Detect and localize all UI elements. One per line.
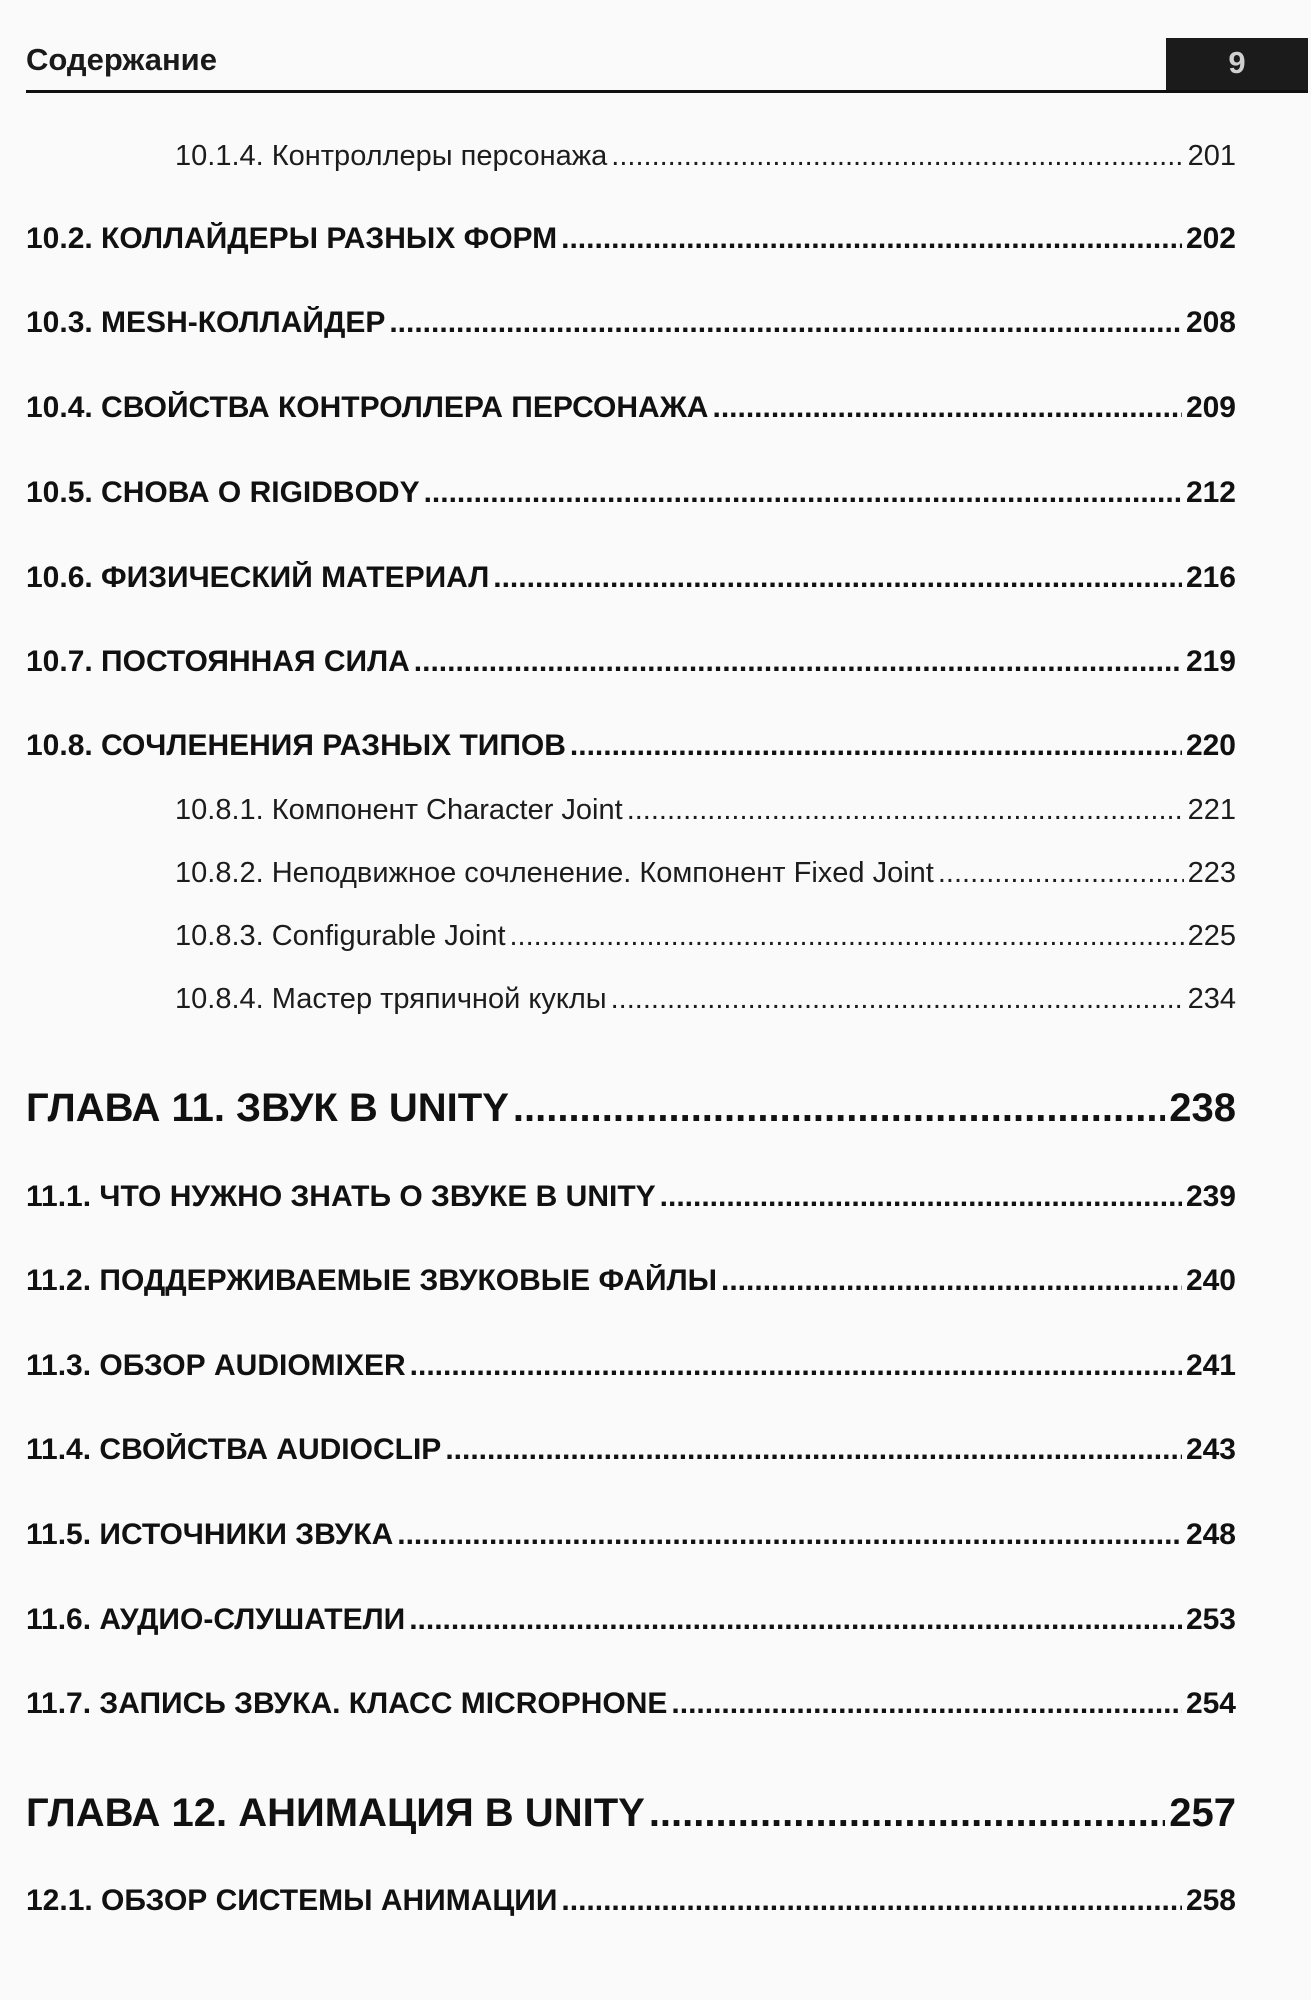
- toc-entry-title: 11.5. ИСТОЧНИКИ ЗВУКА: [26, 1518, 394, 1551]
- dot-leader: [712, 391, 1181, 425]
- toc-entry-page: 219: [1185, 645, 1236, 678]
- dot-leader: [409, 1603, 1182, 1637]
- toc-entry-page: 202: [1185, 222, 1236, 255]
- page-number: 9: [1228, 45, 1246, 80]
- dot-leader: [424, 476, 1182, 510]
- toc-entry-title: ГЛАВА 12. АНИМАЦИЯ В UNITY: [26, 1791, 645, 1835]
- toc-entry-page: 239: [1185, 1180, 1236, 1213]
- toc-entry-page: 223: [1187, 857, 1236, 889]
- toc-entry-title: 11.1. ЧТО НУЖНО ЗНАТЬ О ЗВУКЕ В UNITY: [26, 1180, 656, 1213]
- toc-entry-11-1[interactable]: [26, 1180, 1236, 1214]
- toc-entry-10-7[interactable]: [26, 645, 1236, 679]
- toc-entry-10-1-4[interactable]: [175, 140, 1236, 173]
- dot-leader: [649, 1791, 1165, 1836]
- header-title: Содержание: [26, 42, 217, 77]
- toc-entry-title: 10.8.1. Компонент Character Joint: [175, 794, 623, 826]
- toc-entry-10-6[interactable]: [26, 561, 1236, 595]
- dot-leader: [510, 920, 1184, 953]
- dot-leader: [493, 561, 1182, 595]
- toc-entry-11-4[interactable]: [26, 1433, 1236, 1467]
- toc-entry-page: 220: [1185, 729, 1236, 762]
- toc-entry-title: 11.2. ПОДДЕРЖИВАЕМЫЕ ЗВУКОВЫЕ ФАЙЛЫ: [26, 1264, 718, 1297]
- toc-entry-title: 10.7. ПОСТОЯННАЯ СИЛА: [26, 645, 410, 678]
- toc-entry-10-3[interactable]: [26, 306, 1236, 340]
- toc-entry-page: 234: [1187, 983, 1236, 1015]
- toc-entry-11-3[interactable]: [26, 1349, 1236, 1383]
- toc-entry-11-2[interactable]: [26, 1264, 1236, 1298]
- toc-entry-title: 10.8.3. Configurable Joint: [175, 920, 506, 952]
- toc-entry-page: 258: [1185, 1884, 1236, 1917]
- page-number-box: [1166, 38, 1308, 92]
- header-rule: [26, 90, 1308, 93]
- dot-leader: [938, 857, 1184, 890]
- toc-chapter-11[interactable]: [26, 1086, 1236, 1131]
- dot-leader: [627, 794, 1184, 827]
- running-header: [26, 38, 1308, 94]
- dot-leader: [660, 1180, 1182, 1214]
- dot-leader: [389, 306, 1182, 340]
- dot-leader: [513, 1086, 1165, 1131]
- toc-entry-page: 240: [1185, 1264, 1236, 1297]
- dot-leader: [671, 1687, 1182, 1721]
- toc-entry-title: 10.2. КОЛЛАЙДЕРЫ РАЗНЫХ ФОРМ: [26, 222, 558, 255]
- toc-entry-page: 238: [1169, 1086, 1236, 1130]
- toc-entry-page: 201: [1187, 140, 1236, 172]
- toc-entry-11-7[interactable]: [26, 1687, 1236, 1721]
- toc-entry-10-8-1[interactable]: [175, 794, 1236, 827]
- dot-leader: [397, 1518, 1182, 1552]
- dot-leader: [570, 729, 1182, 763]
- toc-entry-page: 208: [1185, 306, 1236, 339]
- toc-entry-page: 225: [1187, 920, 1236, 952]
- toc-entry-10-8-2[interactable]: [175, 857, 1236, 890]
- toc-entry-10-5[interactable]: [26, 476, 1236, 510]
- toc-entry-11-6[interactable]: [26, 1603, 1236, 1637]
- dot-leader: [414, 645, 1182, 679]
- toc-entry-title: ГЛАВА 11. ЗВУК В UNITY: [26, 1086, 509, 1130]
- toc-entry-page: 243: [1185, 1433, 1236, 1466]
- toc-entry-title: 10.6. ФИЗИЧЕСКИЙ МАТЕРИАЛ: [26, 561, 490, 594]
- toc-entry-title: 10.8.2. Неподвижное сочленение. Компонент Fixed Joint: [175, 857, 934, 889]
- toc-entry-11-5[interactable]: [26, 1518, 1236, 1552]
- dot-leader: [445, 1433, 1182, 1467]
- toc-entry-10-8-3[interactable]: [175, 920, 1236, 953]
- dot-leader: [721, 1264, 1182, 1298]
- toc-entry-page: 212: [1185, 476, 1236, 509]
- toc-entry-10-8[interactable]: [26, 729, 1236, 763]
- toc-entry-12-1[interactable]: [26, 1884, 1236, 1918]
- toc-entry-title: 11.7. ЗАПИСЬ ЗВУКА. КЛАСС MICROPHONE: [26, 1687, 668, 1720]
- dot-leader: [410, 1349, 1182, 1383]
- toc-entry-title: 10.1.4. Контроллеры персонажа: [175, 140, 608, 172]
- toc-entry-title: 11.4. СВОЙСТВА AUDIOCLIP: [26, 1433, 442, 1466]
- dot-leader: [611, 140, 1183, 173]
- toc-entry-10-2[interactable]: [26, 222, 1236, 256]
- toc-entry-title: 10.3. MESH-КОЛЛАЙДЕР: [26, 306, 386, 339]
- toc-entry-10-8-4[interactable]: [175, 983, 1236, 1016]
- toc-entry-title: 11.6. АУДИО-СЛУШАТЕЛИ: [26, 1603, 406, 1636]
- toc-entry-page: 241: [1185, 1349, 1236, 1382]
- toc-chapter-12[interactable]: [26, 1791, 1236, 1836]
- toc-entry-page: 248: [1185, 1518, 1236, 1551]
- toc-entry-10-4[interactable]: [26, 391, 1236, 425]
- toc-entry-title: 11.3. ОБЗОР AUDIOMIXER: [26, 1349, 406, 1382]
- dot-leader: [611, 983, 1184, 1016]
- toc-entry-page: 253: [1185, 1603, 1236, 1636]
- toc-entry-title: 10.5. СНОВА О RIGIDBODY: [26, 476, 420, 509]
- dot-leader: [561, 1884, 1182, 1918]
- toc-entry-title: 10.4. СВОЙСТВА КОНТРОЛЛЕРА ПЕРСОНАЖА: [26, 391, 709, 424]
- toc-entry-page: 254: [1185, 1687, 1236, 1720]
- toc-entry-page: 216: [1185, 561, 1236, 594]
- toc-entry-title: 12.1. ОБЗОР СИСТЕМЫ АНИМАЦИИ: [26, 1884, 558, 1917]
- dot-leader: [561, 222, 1182, 256]
- toc-entry-title: 10.8. СОЧЛЕНЕНИЯ РАЗНЫХ ТИПОВ: [26, 729, 566, 762]
- toc-entry-title: 10.8.4. Мастер тряпичной куклы: [175, 983, 607, 1015]
- toc-entry-page: 209: [1185, 391, 1236, 424]
- toc-entry-page: 221: [1187, 794, 1236, 826]
- toc-entry-page: 257: [1169, 1791, 1236, 1835]
